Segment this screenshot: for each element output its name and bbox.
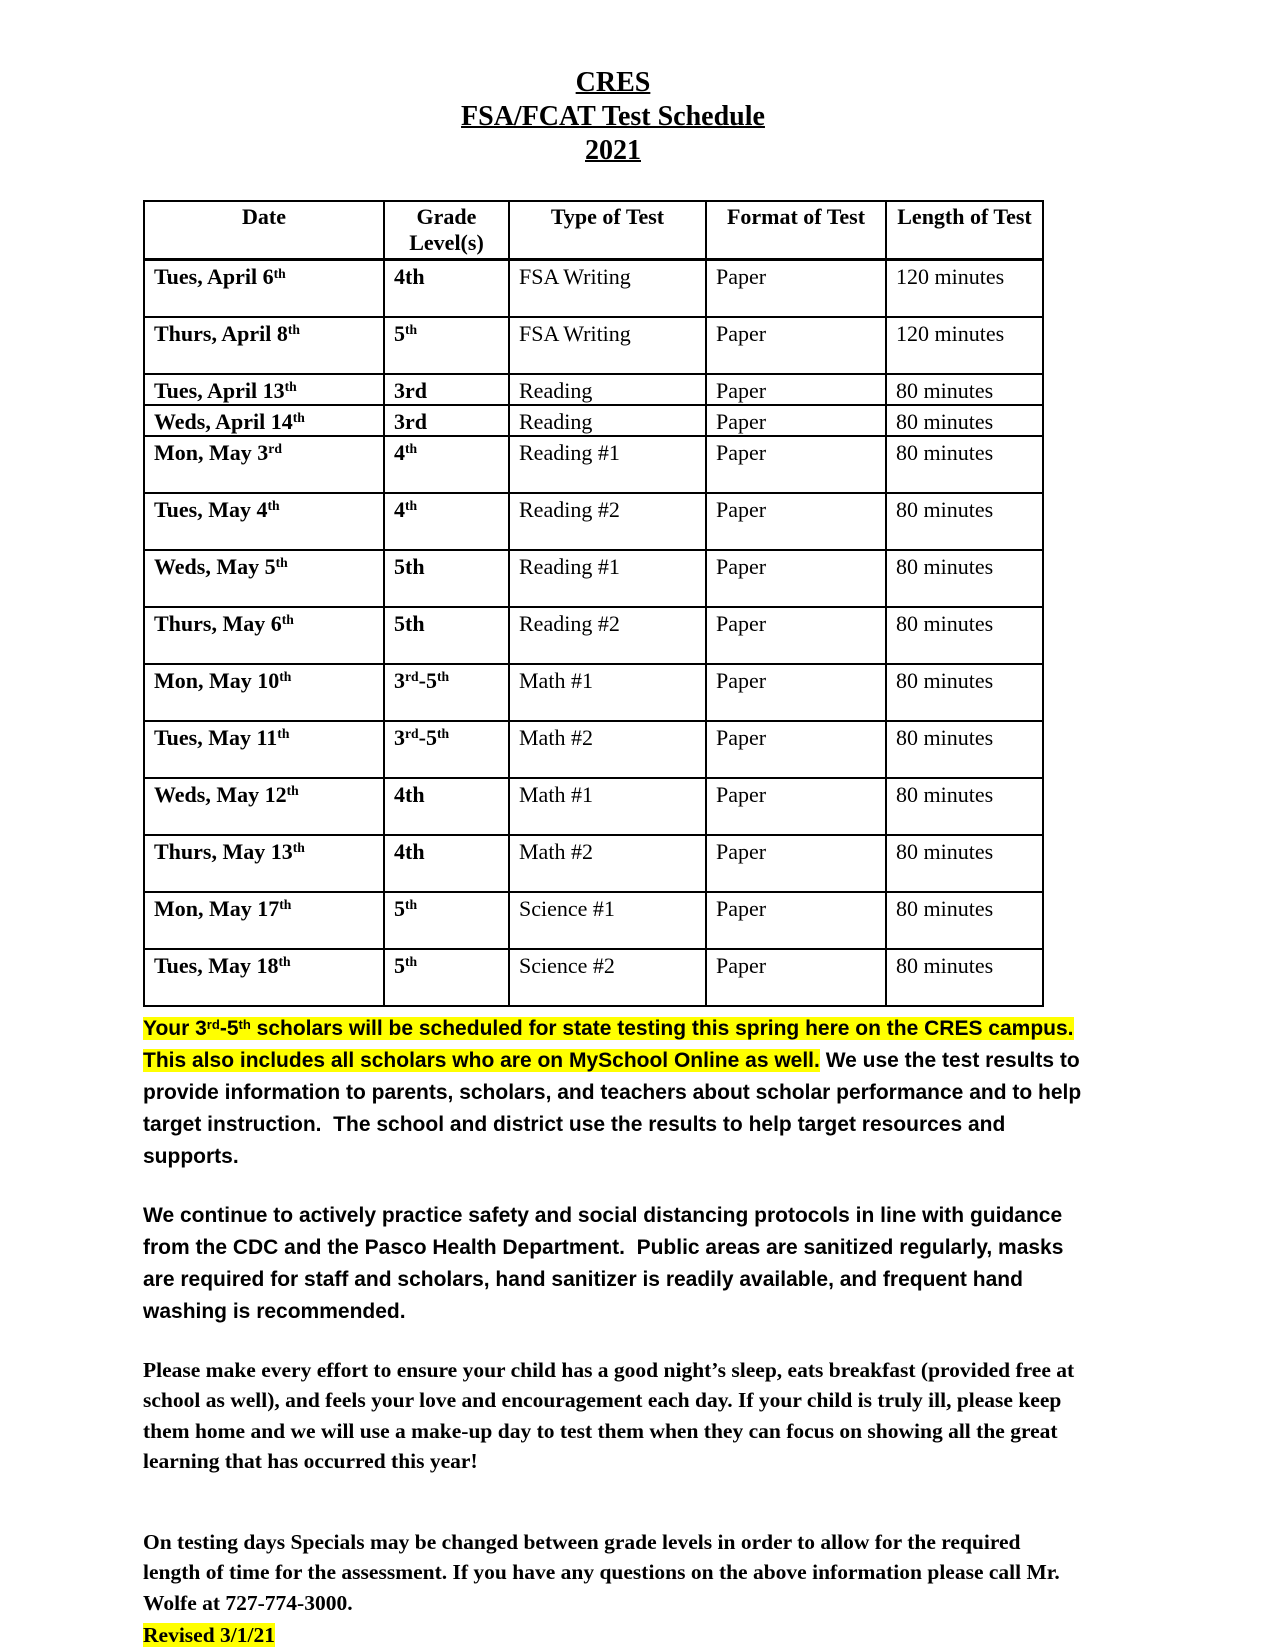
format-cell: Paper	[706, 317, 886, 374]
date-cell: Weds, May 12th	[144, 778, 384, 835]
table-row	[144, 778, 1043, 835]
type-cell: Reading	[509, 405, 706, 436]
grade-cell: 4th	[384, 260, 509, 317]
grade-cell: 4th	[384, 436, 509, 493]
table-row	[144, 607, 1043, 664]
paragraph	[143, 1013, 1088, 1173]
table-header-row	[144, 201, 1043, 260]
type-cell: Math #1	[509, 664, 706, 721]
length-cell: 80 minutes	[886, 493, 1043, 550]
format-cell: Paper	[706, 664, 886, 721]
date-cell: Tues, April 13th	[144, 374, 384, 405]
format-cell: Paper	[706, 949, 886, 1006]
grade-cell: 5th	[384, 949, 509, 1006]
date-cell: Weds, May 5th	[144, 550, 384, 607]
type-cell: Reading	[509, 374, 706, 405]
table-row	[144, 892, 1043, 949]
format-cell: Paper	[706, 835, 886, 892]
length-cell: 80 minutes	[886, 778, 1043, 835]
highlighted-text: Revised 3/1/21	[143, 1623, 275, 1647]
column-header-date: Date	[144, 201, 384, 260]
length-cell: 80 minutes	[886, 405, 1043, 436]
text-segment: We continue to actively practice safety and social distancing protocols in line with guidance from the CDC and the Pasco Health Department. Public areas are sanitized regularly, masks are required for staff and scholars, hand sanitizer is readily available, and frequent hand washing is recommended.	[143, 1203, 1070, 1323]
grade-cell: 3rd-5th	[384, 721, 509, 778]
grade-cell: 4th	[384, 493, 509, 550]
type-cell: Math #2	[509, 835, 706, 892]
grade-cell: 5th	[384, 317, 509, 374]
type-cell: Reading #2	[509, 607, 706, 664]
type-cell: Reading #1	[509, 550, 706, 607]
length-cell: 80 minutes	[886, 550, 1043, 607]
length-cell: 120 minutes	[886, 260, 1043, 317]
table-row	[144, 550, 1043, 607]
grade-cell: 5th	[384, 550, 509, 607]
grade-cell: 4th	[384, 835, 509, 892]
body-text	[143, 1013, 1088, 1650]
format-cell: Paper	[706, 892, 886, 949]
date-cell: Thurs, May 6th	[144, 607, 384, 664]
test-schedule-table	[143, 200, 1044, 1007]
grade-cell: 5th	[384, 892, 509, 949]
table-row	[144, 317, 1043, 374]
title-line-schedule: FSA/FCAT Test Schedule	[461, 101, 765, 132]
table-row	[144, 260, 1043, 317]
text-segment: Please make every effort to ensure your child has a good night’s sleep, eats breakfast (provided free at school as well), and feels your love and encouragement each day. If your child is truly ill, please keep them home and we will use a make-up day to test them when they can focus on showing all the great learning that has occurred this year!	[143, 1357, 1080, 1473]
column-header-type-of-test: Type of Test	[509, 201, 706, 260]
table-row	[144, 493, 1043, 550]
column-header-format-of-test: Format of Test	[706, 201, 886, 260]
text-segment: On testing days Specials may be changed between grade levels in order to allow for the required length of time for the assessment. If you have any questions on the above information please call Mr. Wolfe at 727-774-3000.	[143, 1529, 1065, 1615]
grade-cell: 3rd	[384, 405, 509, 436]
type-cell: Math #1	[509, 778, 706, 835]
date-cell: Mon, May 3rd	[144, 436, 384, 493]
title-line-year: 2021	[585, 135, 641, 166]
length-cell: 80 minutes	[886, 949, 1043, 1006]
type-cell: FSA Writing	[509, 260, 706, 317]
date-cell: Tues, May 11th	[144, 721, 384, 778]
grade-cell: 3rd-5th	[384, 664, 509, 721]
table-row	[144, 835, 1043, 892]
table-row	[144, 664, 1043, 721]
type-cell: Reading #1	[509, 436, 706, 493]
length-cell: 80 minutes	[886, 607, 1043, 664]
date-cell: Thurs, April 8th	[144, 317, 384, 374]
format-cell: Paper	[706, 550, 886, 607]
table-row	[144, 721, 1043, 778]
text-segment	[1074, 1017, 1086, 1040]
length-cell: 80 minutes	[886, 374, 1043, 405]
paragraph	[143, 1200, 1083, 1328]
length-cell: 80 minutes	[886, 436, 1043, 493]
length-cell: 80 minutes	[886, 835, 1043, 892]
date-cell: Thurs, May 13th	[144, 835, 384, 892]
format-cell: Paper	[706, 607, 886, 664]
format-cell: Paper	[706, 436, 886, 493]
length-cell: 120 minutes	[886, 317, 1043, 374]
highlighted-text: Your 3rd-5th scholars will be scheduled for state testing this spring here on the CRES campus.	[143, 1016, 1074, 1040]
document-title	[143, 66, 1083, 168]
title-line-school: CRES	[575, 67, 651, 98]
table-row	[144, 405, 1043, 436]
date-cell: Tues, May 4th	[144, 493, 384, 550]
format-cell: Paper	[706, 405, 886, 436]
date-cell: Tues, April 6th	[144, 260, 384, 317]
paragraph	[143, 1620, 1083, 1650]
table-row	[144, 374, 1043, 405]
format-cell: Paper	[706, 778, 886, 835]
date-cell: Mon, May 17th	[144, 892, 384, 949]
column-header-length-of-test: Length of Test	[886, 201, 1043, 260]
table-row	[144, 436, 1043, 493]
date-cell: Mon, May 10th	[144, 664, 384, 721]
type-cell: Science #2	[509, 949, 706, 1006]
format-cell: Paper	[706, 493, 886, 550]
type-cell: Math #2	[509, 721, 706, 778]
highlighted-text: This also includes all scholars who are on MySchool Online as well.	[143, 1048, 820, 1072]
length-cell: 80 minutes	[886, 721, 1043, 778]
length-cell: 80 minutes	[886, 892, 1043, 949]
paragraph	[143, 1355, 1083, 1477]
date-cell: Tues, May 18th	[144, 949, 384, 1006]
date-cell: Weds, April 14th	[144, 405, 384, 436]
grade-cell: 4th	[384, 778, 509, 835]
grade-cell: 5th	[384, 607, 509, 664]
format-cell: Paper	[706, 260, 886, 317]
table-row	[144, 949, 1043, 1006]
paragraph	[143, 1527, 1083, 1619]
document-content	[143, 66, 1088, 1650]
text-segment: We use the test results to provide information to parents, scholars, and teachers about scholar performance and to help target instruction. The school and district use the results to help target resources and supports.	[143, 1048, 1088, 1168]
type-cell: Reading #2	[509, 493, 706, 550]
type-cell: FSA Writing	[509, 317, 706, 374]
grade-cell: 3rd	[384, 374, 509, 405]
format-cell: Paper	[706, 721, 886, 778]
format-cell: Paper	[706, 374, 886, 405]
type-cell: Science #1	[509, 892, 706, 949]
length-cell: 80 minutes	[886, 664, 1043, 721]
column-header-grade-levels: Grade Level(s)	[384, 201, 509, 260]
